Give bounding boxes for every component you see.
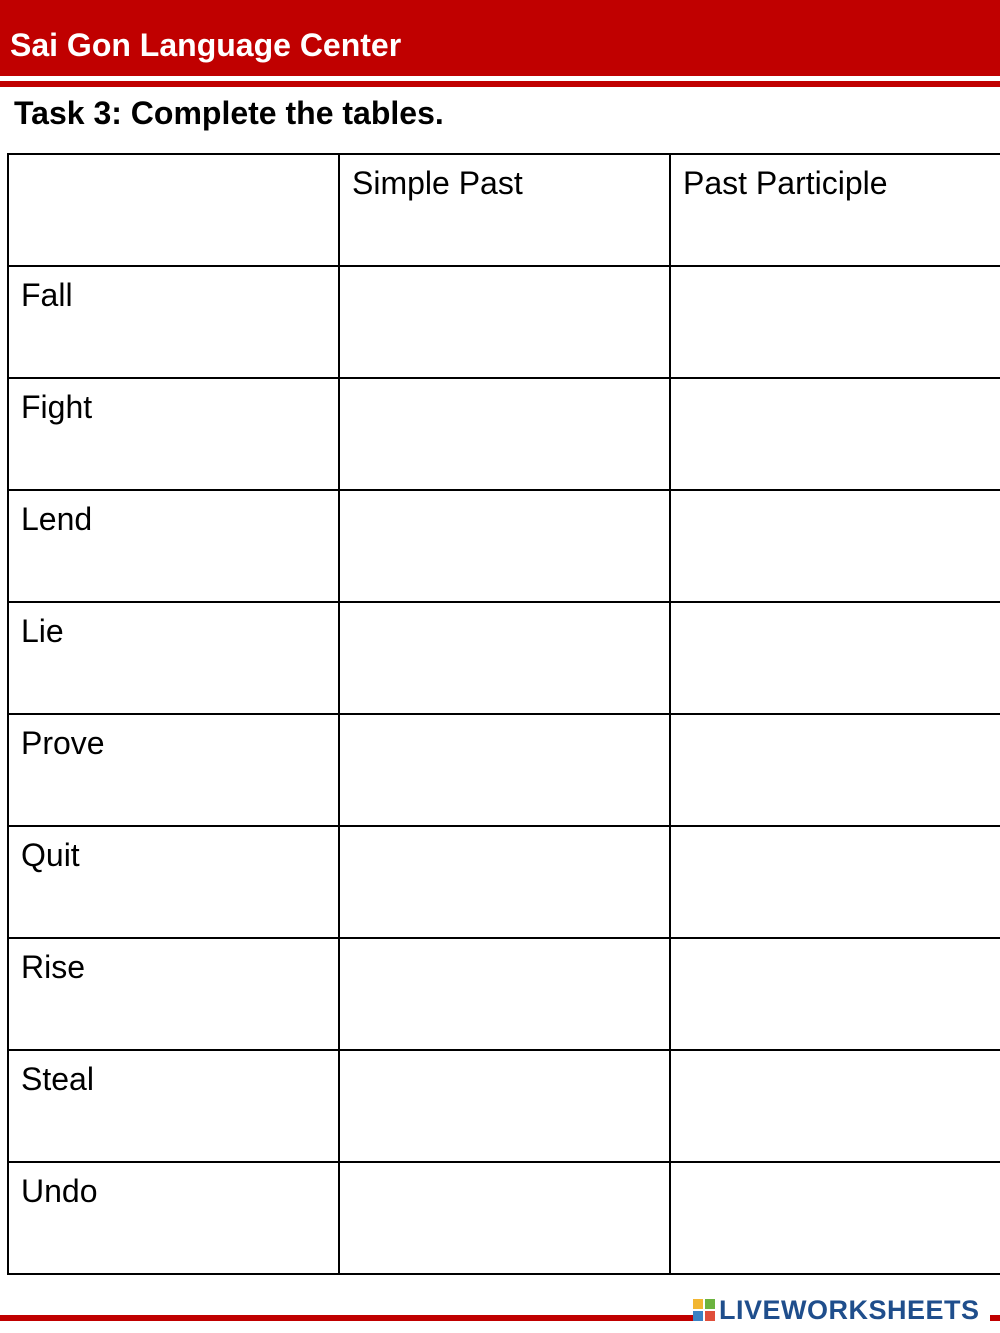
table-row xyxy=(8,1050,1000,1162)
simple-past-answer-cell[interactable] xyxy=(339,602,670,714)
past-participle-answer-cell[interactable] xyxy=(670,266,1000,378)
table-row xyxy=(8,826,1000,938)
header-bar xyxy=(0,0,1000,76)
simple-past-answer-cell[interactable] xyxy=(339,826,670,938)
verb-label: Steal xyxy=(21,1061,94,1097)
verb-cell xyxy=(8,490,339,602)
past-participle-answer-cell[interactable] xyxy=(670,714,1000,826)
simple-past-answer-cell[interactable] xyxy=(339,714,670,826)
header-divider xyxy=(0,81,1000,87)
table-row xyxy=(8,266,1000,378)
past-participle-answer-cell[interactable] xyxy=(670,1162,1000,1274)
verb-cell xyxy=(8,938,339,1050)
past-participle-answer-cell[interactable] xyxy=(670,378,1000,490)
simple-past-answer-cell[interactable] xyxy=(339,1162,670,1274)
simple-past-answer-cell[interactable] xyxy=(339,266,670,378)
verb-label: Lie xyxy=(21,613,64,649)
table-row xyxy=(8,378,1000,490)
verb-cell xyxy=(8,602,339,714)
table-row xyxy=(8,490,1000,602)
table-row xyxy=(8,1162,1000,1274)
simple-past-answer-cell[interactable] xyxy=(339,1050,670,1162)
table-row xyxy=(8,714,1000,826)
simple-past-answer-cell[interactable] xyxy=(339,378,670,490)
verb-label: Fall xyxy=(21,277,73,313)
task-title: Task 3: Complete the tables. xyxy=(14,95,444,131)
header-cell-empty xyxy=(8,154,339,266)
simple-past-answer-cell[interactable] xyxy=(339,490,670,602)
header-title: Sai Gon Language Center xyxy=(10,27,402,63)
verb-label: Lend xyxy=(21,501,93,537)
verb-cell xyxy=(8,378,339,490)
liveworksheets-logo-icon xyxy=(693,1299,715,1321)
past-participle-answer-cell[interactable] xyxy=(670,938,1000,1050)
verb-label: Prove xyxy=(21,725,105,761)
verb-table-container xyxy=(7,153,1000,1275)
verb-label: Fight xyxy=(21,389,93,425)
liveworksheets-watermark xyxy=(693,1295,990,1325)
verb-label: Rise xyxy=(21,949,86,985)
past-participle-answer-cell[interactable] xyxy=(670,826,1000,938)
watermark-text: LIVEWORKSHEETS xyxy=(719,1294,980,1325)
verb-label: Quit xyxy=(21,837,80,873)
verb-cell xyxy=(8,1050,339,1162)
verb-cell xyxy=(8,714,339,826)
simple-past-answer-cell[interactable] xyxy=(339,938,670,1050)
verb-cell xyxy=(8,1162,339,1274)
past-participle-answer-cell[interactable] xyxy=(670,602,1000,714)
header-cell-past-participle: Past Participle xyxy=(670,154,1000,266)
past-participle-answer-cell[interactable] xyxy=(670,1050,1000,1162)
header-cell-simple-past: Simple Past xyxy=(339,154,670,266)
past-participle-answer-cell[interactable] xyxy=(670,490,1000,602)
table-row xyxy=(8,602,1000,714)
verb-cell xyxy=(8,266,339,378)
table-row xyxy=(8,938,1000,1050)
verb-cell xyxy=(8,826,339,938)
verb-table xyxy=(7,153,1000,1275)
table-header-row xyxy=(8,154,1000,266)
verb-label: Undo xyxy=(21,1173,98,1209)
